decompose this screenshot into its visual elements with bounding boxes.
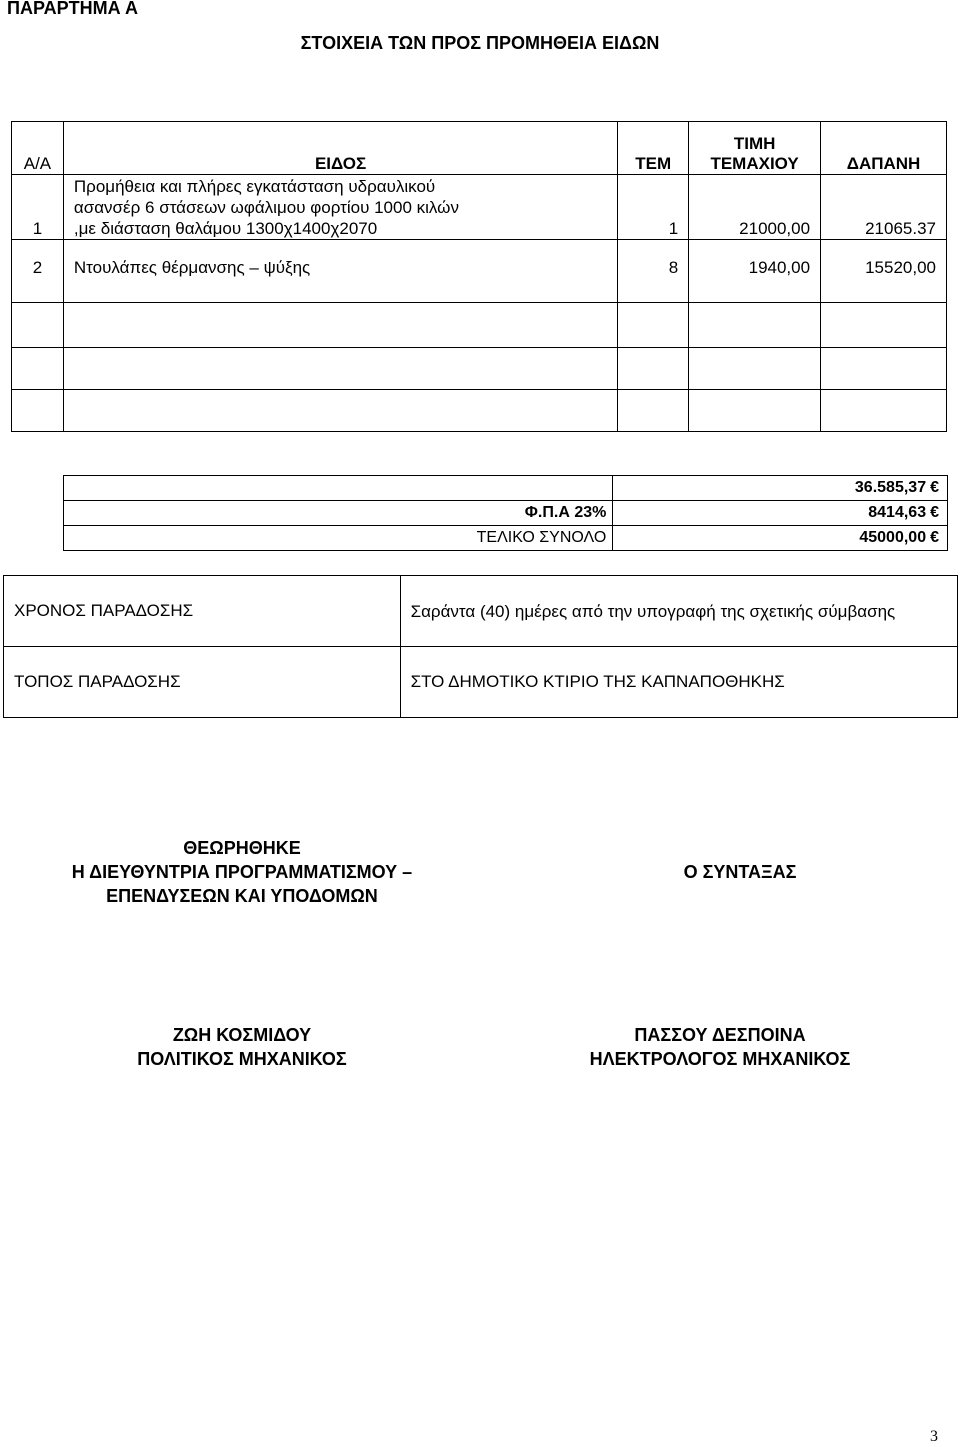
annex-title: ΠΑΡΑΡΤΗΜΑ Α <box>7 0 138 18</box>
vat-value: 8414,63 <box>868 504 927 521</box>
row-unit-price: 1940,00 <box>689 240 821 303</box>
row-cost: 21065.37 <box>821 175 947 240</box>
approved-role-line1: Η ΔΙΕΥΘΥΝΤΡΙΑ ΠΡΟΓΡΑΜΜΑΤΙΣΜΟΥ – <box>71 862 413 882</box>
header-item: ΕΙΔΟΣ <box>63 122 617 175</box>
author-signatory <box>540 1023 900 1071</box>
row-item: Προμήθεια και πλήρες εγκατάσταση υδραυλικού ασανσέρ 6 στάσεων ωφάλιμου φορτίου 1000 κιλών ,με διάσταση θαλάμου 1300χ1400χ2070 <box>63 175 617 240</box>
approved-title: ΠΟΛΙΤΙΚΟΣ ΜΗΧΑΝΙΚΟΣ <box>137 1049 347 1069</box>
delivery-time-label: ΧΡΟΝΟΣ ΠΑΡΑΔΟΣΗΣ <box>4 576 401 647</box>
items-header-row <box>12 122 947 175</box>
approved-signatory <box>0 1023 484 1071</box>
delivery-place-value: ΣΤΟ ΔΗΜΟΤΙΚΟ ΚΤΙΡΙΟ ΤΗΣ ΚΑΠΝΑΠΟΘΗΚΗΣ <box>400 647 957 718</box>
table-row <box>12 240 947 303</box>
empty-row <box>12 303 947 348</box>
totals-table <box>63 475 948 551</box>
approved-block <box>0 836 484 908</box>
row-unit-price: 21000,00 <box>689 175 821 240</box>
total-value: 45000,00 <box>859 529 927 546</box>
header-unit-price-line2: ΤΕΜΑΧΙΟΥ <box>710 154 799 173</box>
euro-icon: € <box>930 479 939 496</box>
delivery-place-row <box>4 647 958 718</box>
author-title: ΗΛΕΚΤΡΟΛΟΓΟΣ ΜΗΧΑΝΙΚΟΣ <box>589 1049 851 1069</box>
vat-row <box>64 501 948 526</box>
approved-role-line2: ΕΠΕΝΔΥΣΕΩΝ ΚΑΙ ΥΠΟΔΟΜΩΝ <box>106 886 378 906</box>
euro-icon: € <box>930 529 939 546</box>
subtotal-value: 36.585,37 <box>854 479 927 496</box>
total-label: ΤΕΛΙΚΟ ΣΥΝΟΛΟ <box>476 529 607 546</box>
delivery-time-value: Σαράντα (40) ημέρες από την υπογραφή της σχετικής σύμβασης <box>400 576 957 647</box>
row-qty: 1 <box>618 175 689 240</box>
row-cost: 15520,00 <box>821 240 947 303</box>
items-table <box>11 121 947 432</box>
header-cost: ΔΑΠΑΝΗ <box>821 122 947 175</box>
header-qty: ΤΕΜ <box>618 122 689 175</box>
delivery-place-label: ΤΟΠΟΣ ΠΑΡΑΔΟΣΗΣ <box>4 647 401 718</box>
vat-label: Φ.Π.Α 23% <box>524 504 607 521</box>
author-heading: Ο ΣΥΝΤΑΞΑΣ <box>683 862 797 882</box>
row-item: Ντουλάπες θέρμανσης – ψύξης <box>63 240 617 303</box>
table-row <box>12 175 947 240</box>
author-name: ΠΑΣΣΟΥ ΔΕΣΠΟΙΝΑ <box>634 1025 806 1045</box>
delivery-time-row <box>4 576 958 647</box>
total-row <box>64 526 948 551</box>
row-qty: 8 <box>618 240 689 303</box>
header-aa: Α/Α <box>12 122 64 175</box>
subtotal-row <box>64 476 948 501</box>
row-aa: 1 <box>12 175 64 240</box>
approved-name: ΖΩΗ ΚΟΣΜΙΔΟΥ <box>172 1025 312 1045</box>
euro-icon: € <box>930 504 939 521</box>
approved-heading: ΘΕΩΡΗΘΗΚΕ <box>183 838 301 858</box>
header-unit-price <box>689 122 821 175</box>
empty-row <box>12 348 947 390</box>
empty-row <box>12 390 947 432</box>
page-number: 3 <box>930 1428 938 1445</box>
row-aa: 2 <box>12 240 64 303</box>
document-title: ΣΤΟΙΧΕΙΑ ΤΩΝ ΠΡΟΣ ΠΡΟΜΗΘΕΙΑ ΕΙΔΩΝ <box>300 33 660 53</box>
delivery-table <box>3 575 958 718</box>
header-unit-price-line1: ΤΙΜΗ <box>733 134 776 153</box>
